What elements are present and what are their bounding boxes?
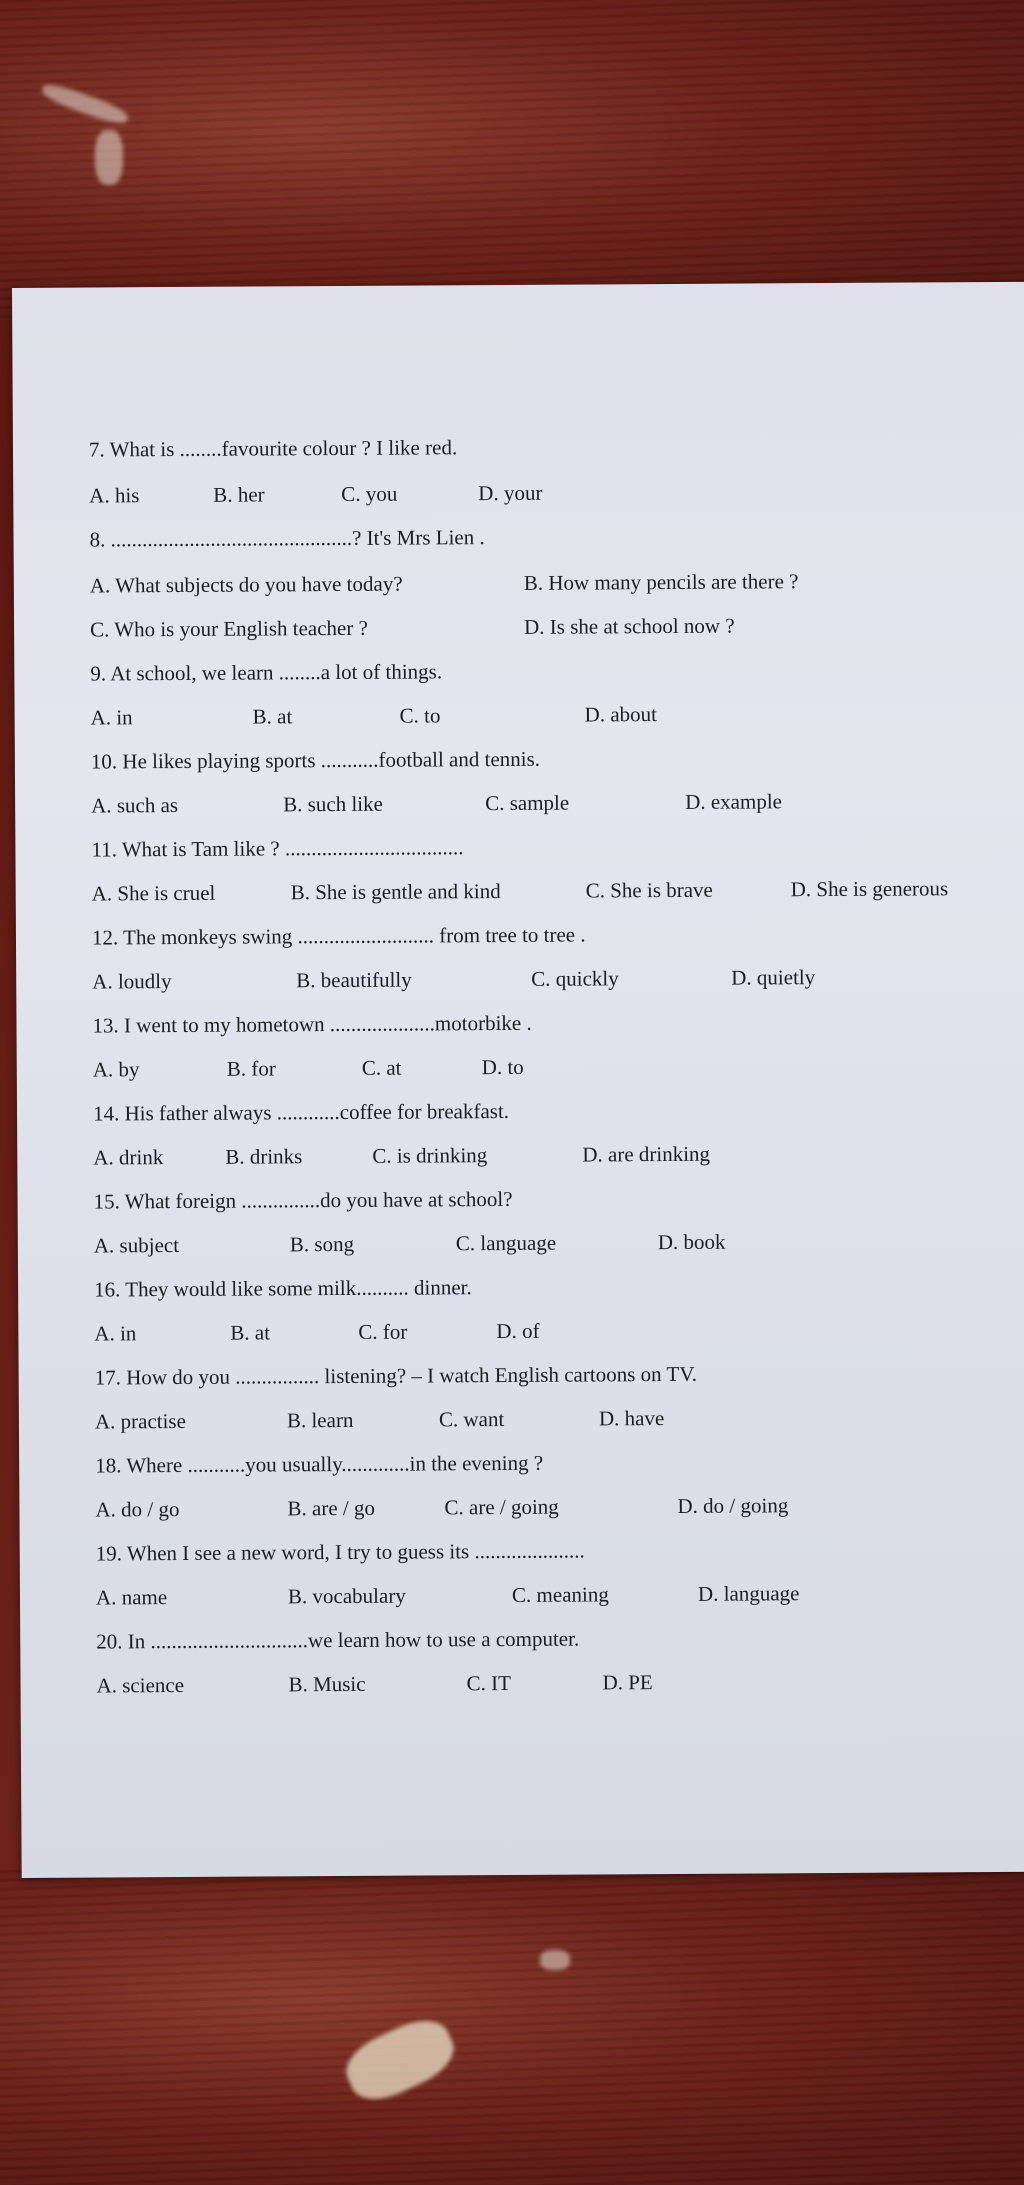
option-9a: A. in: [90, 705, 133, 730]
option-16c: C. for: [358, 1319, 408, 1344]
option-17c: C. want: [438, 1407, 505, 1432]
option-20a: A. science: [96, 1672, 185, 1698]
option-13d: D. to: [481, 1054, 524, 1080]
option-12b: B. beautifully: [296, 967, 412, 993]
option-19c: C. meaning: [511, 1582, 609, 1607]
question-18: 18. Where ...........you usually.............in the evening ?: [95, 1450, 544, 1478]
option-11a: A. She is cruel: [91, 880, 216, 906]
question-20: 20. In ..............................we learn how to use a computer.: [96, 1626, 580, 1654]
question-13: 13. I went to my hometown ....................motorbike .: [92, 1010, 532, 1038]
option-14d: D. are drinking: [582, 1141, 711, 1167]
question-16: 16. They would like some milk.......... dinner.: [94, 1275, 472, 1302]
option-19d: D. language: [697, 1581, 800, 1606]
option-16d: D. of: [496, 1318, 540, 1344]
chalk-smudge: [95, 130, 123, 185]
option-9d: D. about: [584, 702, 658, 727]
option-20b: B. Music: [288, 1671, 366, 1697]
option-16a: A. in: [94, 1321, 137, 1346]
option-20c: C. IT: [466, 1670, 511, 1696]
option-20d: D. PE: [602, 1670, 653, 1695]
option-11b: B. She is gentle and kind: [290, 879, 501, 905]
option-7d: D. your: [478, 480, 543, 506]
option-11c: C. She is brave: [585, 877, 713, 903]
option-11d: D. She is generous: [790, 876, 949, 902]
option-15c: C. language: [455, 1230, 557, 1256]
option-17d: D. have: [598, 1406, 665, 1431]
question-15: 15. What foreign ...............do you have at school?: [93, 1186, 513, 1214]
option-17b: B. learn: [286, 1407, 354, 1433]
question-17: 17. How do you ................ listening? – I watch English cartoons on TV.: [94, 1361, 698, 1390]
chalk-smudge: [337, 2010, 462, 2111]
question-14: 14. His father always ............coffee for breakfast.: [92, 1098, 510, 1126]
option-14c: C. is drinking: [372, 1143, 488, 1168]
option-18a: A. do / go: [95, 1497, 180, 1522]
option-8a: A. What subjects do you have today?: [89, 571, 403, 598]
option-13b: B. for: [226, 1056, 276, 1081]
question-19: 19. When I see a new word, I try to guess its .....................: [95, 1538, 585, 1566]
option-17a: A. practise: [94, 1408, 186, 1434]
option-10c: C. sample: [485, 790, 570, 816]
option-7c: C. you: [341, 481, 398, 506]
option-8b: B. How many pencils are there ?: [523, 569, 799, 595]
option-15d: D. book: [657, 1229, 726, 1255]
option-8d: D. Is she at school now ?: [524, 613, 735, 639]
option-14a: A. drink: [93, 1145, 164, 1170]
option-12d: D. quietly: [731, 965, 816, 990]
option-10b: B. such like: [283, 791, 383, 817]
option-18c: C. are / going: [444, 1494, 559, 1520]
option-10d: D. example: [685, 789, 783, 814]
question-11: 11. What is Tam like ? ..................................: [91, 835, 464, 862]
option-9b: B. at: [252, 704, 293, 729]
option-13a: A. by: [92, 1057, 140, 1082]
option-12a: A. loudly: [92, 969, 172, 994]
chalk-smudge: [540, 1950, 570, 1970]
option-16b: B. at: [230, 1320, 271, 1345]
desk-surface-top: [0, 0, 1024, 320]
question-8: 8. ..............................................? It's Mrs Lien .: [89, 525, 485, 552]
option-9c: C. to: [399, 703, 441, 728]
option-8c: C. Who is your English teacher ?: [90, 615, 368, 642]
question-7: 7. What is ........favourite colour ? I like red.: [88, 435, 458, 462]
option-7b: B. her: [213, 482, 265, 507]
desk-surface-bottom: [0, 1870, 1024, 2185]
option-15b: B. song: [289, 1231, 355, 1257]
chalk-smudge: [40, 80, 131, 128]
option-12c: C. quickly: [531, 966, 619, 991]
worksheet-paper: [12, 282, 1024, 1878]
option-10a: A. such as: [91, 792, 179, 818]
option-19a: A. name: [95, 1585, 168, 1610]
option-13c: C. at: [361, 1055, 402, 1080]
option-18d: D. do / going: [677, 1493, 789, 1518]
option-14b: B. drinks: [225, 1144, 303, 1169]
question-10: 10. He likes playing sports ...........football and tennis.: [90, 746, 541, 774]
question-12: 12. The monkeys swing .......................... from tree to tree .: [91, 922, 586, 950]
option-15a: A. subject: [93, 1232, 180, 1258]
option-7a: A. his: [89, 483, 140, 508]
option-18b: B. are / go: [287, 1495, 376, 1521]
option-19b: B. vocabulary: [287, 1583, 406, 1609]
question-9: 9. At school, we learn ........a lot of things.: [90, 659, 443, 686]
